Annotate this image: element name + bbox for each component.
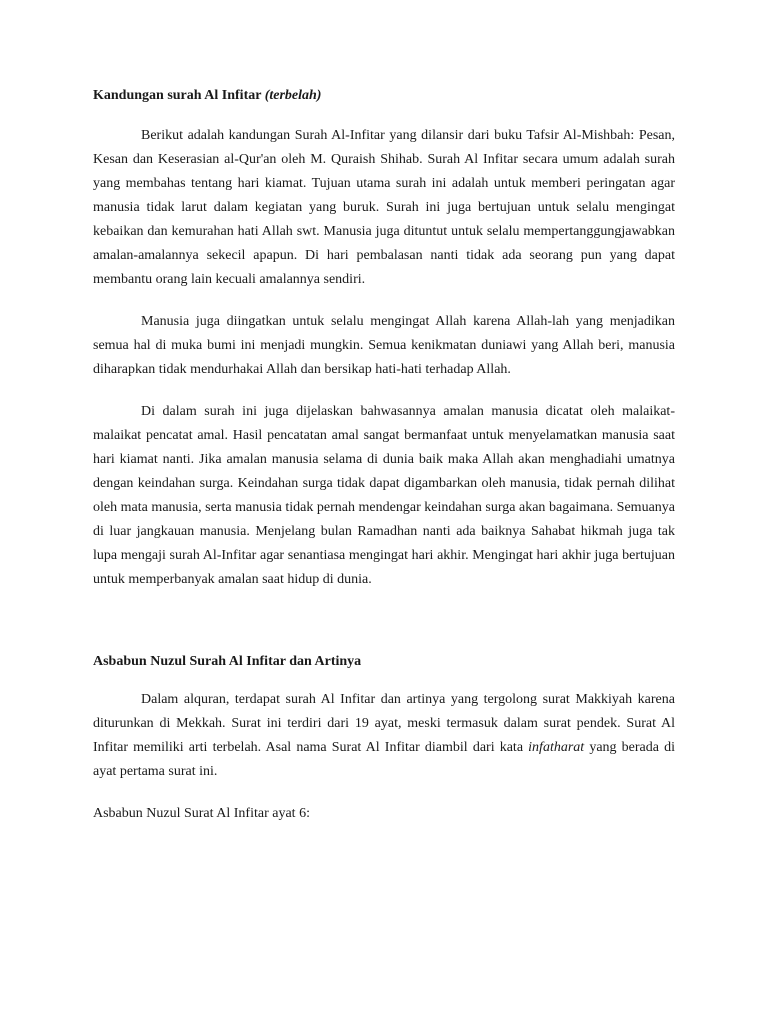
paragraph-4 [93,688,675,784]
section-heading-kandungan [93,86,675,106]
paragraph-4-text-a: Dalam alquran, terdapat surah Al Infitar dan artinya yang tergolong surat Makkiyah karena diturunkan di Mekkah. Surat ini terdiri dari 19 ayat, meski termasuk dalam surat pendek. Surat Al Infitar memiliki arti terbelah. Asal nama Surat Al Infitar diambil dari kata [93,692,675,755]
section-heading-asbabun-nuzul: Asbabun Nuzul Surah Al Infitar dan Artinya [93,654,362,669]
heading-main-text: Kandungan surah Al Infitar [93,88,265,103]
paragraph-5: Asbabun Nuzul Surat Al Infitar ayat 6: [93,806,310,821]
paragraph-2: Manusia juga diingatkan untuk selalu mengingat Allah karena Allah-lah yang menjadikan semua hal di muka bumi ini menjadi mungkin. Semua kenikmatan duniawi yang Allah beri, manusia diharapkan tidak mendurhakai Allah dan bersikap hati-hati terhadap Allah. [93,314,675,377]
paragraph-1: Berikut adalah kandungan Surah Al-Infitar yang dilansir dari buku Tafsir Al-Mishbah: Pesan, Kesan dan Keserasian al-Qur'an oleh M. Quraish Shihab. Surah Al Infitar secara umum adalah surah yang membahas tentang hari kiamat. Tujuan utama surah ini adalah untuk memberi peringatan agar manusia tidak larut dalam kegiatan yang buruk. Surah ini juga bertujuan untuk selalu mengingat kebaikan dan kemurahan hati Allah swt. Manusia juga dituntut untuk selalu mempertanggungjawabkan amalan-amalannya sekecil apapun. Di hari pembalasan nanti tidak ada seorang pun yang dapat membantu orang lain kecuali amalannya sendiri. [93,128,675,287]
heading-italic-text: (terbelah) [264,88,322,103]
paragraph-3: Di dalam surah ini juga dijelaskan bahwasannya amalan manusia dicatat oleh malaikat-malaikat pencatat amal. Hasil pencatatan amal sangat bermanfaat untuk menyelamatkan manusia saat hari kiamat nanti. Jika amalan manusia selama di dunia baik maka Allah akan menghadiahi umatnya dengan keindahan surga. Keindahan surga tidak dapat digambarkan oleh manusia, tidak pernah dilihat oleh mata manusia, serta manusia tidak pernah mendengar keindahan surga akan bagaimana. Semuanya di luar jangkauan manusia. Menjelang bulan Ramadhan nanti ada baiknya Sahabat hikmah juga tak lupa mengaji surah Al-Infitar agar senantiasa mengingat hari akhir. Mengingat hari akhir juga bertujuan untuk memperbanyak amalan saat hidup di dunia. [93,404,675,587]
section-gap [93,610,675,652]
paragraph-4-italic-word: infatharat [528,740,585,755]
paragraph-4-text-b: yang berada di ayat pertama surat ini. [93,740,675,779]
document-content [93,86,675,844]
